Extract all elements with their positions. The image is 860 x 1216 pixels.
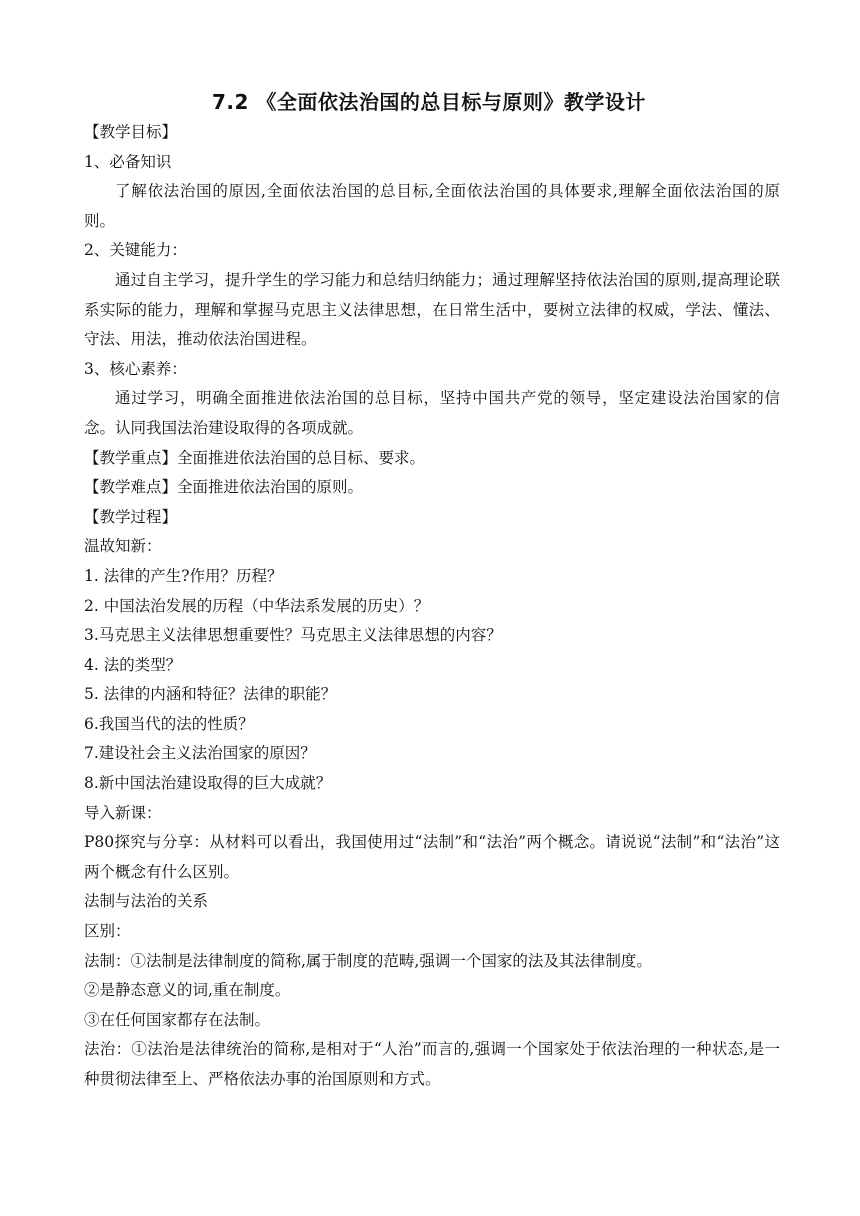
review-question: 1. 法律的产生?作用？历程？ <box>84 566 283 585</box>
document-title: 7.2 《全面依法治国的总目标与原则》教学设计 <box>212 90 646 114</box>
relation-heading: 法制与法治的关系 <box>84 892 209 911</box>
teaching-key-point: 【教学重点】全面推进依法治国的总目标、要求。 <box>84 448 426 467</box>
intro-heading: 导入新课： <box>84 803 162 822</box>
difference-heading: 区别： <box>84 922 131 941</box>
section-heading-process: 【教学过程】 <box>84 507 178 526</box>
review-heading: 温故知新： <box>84 537 162 556</box>
review-question: 5. 法律的内涵和特征？法律的职能？ <box>84 685 337 704</box>
document-body <box>84 118 780 1095</box>
paragraph-knowledge: 了解依法治国的原因,全面依法治国的总目标,全面依法治国的具体要求,理解全面依法治国的原则。 <box>84 182 780 230</box>
paragraph-literacy: 通过学习，明确全面推进依法治国的总目标，坚持中国共产党的领导，坚定建设法治国家的信念。认同我国法治建设取得的各项成就。 <box>84 389 780 437</box>
subheading-knowledge: 1、必备知识 <box>84 152 172 171</box>
paragraph-explore-share: P80探究与分享：从材料可以看出，我国使用过“法制”和“法治”两个概念。请说说“法制”和“法治”这两个概念有什么区别。 <box>84 833 780 881</box>
section-heading-objectives: 【教学目标】 <box>84 123 178 141</box>
fazhi-rule-point: 法治：①法治是法律统治的简称,是相对于“人治”而言的,强调一个国家处于依法治理的一种状态,是一种贯彻法律至上、严格依法办事的治国原则和方式。 <box>84 1040 780 1088</box>
paragraph-abilities: 通过自主学习，提升学生的学习能力和总结归纳能力；通过理解坚持依法治国的原则,提高理论联系实际的能力，理解和掌握马克思主义法律思想，在日常生活中，要树立法律的权威，学法、懂法、守法、用法，推动依法治国进程。 <box>84 270 780 349</box>
subheading-literacy: 3、核心素养： <box>84 359 187 378</box>
review-question: 6.我国当代的法的性质？ <box>84 714 254 733</box>
review-question: 8.新中国法治建设取得的巨大成就？ <box>84 774 332 793</box>
review-question: 7.建设社会主义法治国家的原因？ <box>84 744 316 763</box>
fazhi-system-point: 法制：①法制是法律制度的简称,属于制度的范畴,强调一个国家的法及其法律制度。 <box>84 951 652 970</box>
subheading-abilities: 2、关键能力： <box>84 241 187 260</box>
review-question: 2. 中国法治发展的历程（中华法系发展的历史）？ <box>84 596 430 615</box>
teaching-difficulty: 【教学难点】全面推进依法治国的原则。 <box>84 478 364 497</box>
review-question: 3.马克思主义法律思想重要性？马克思主义法律思想的内容？ <box>84 626 502 645</box>
fazhi-system-point: ③在任何国家都存在法制。 <box>84 1010 271 1029</box>
fazhi-system-point: ②是静态意义的词,重在制度。 <box>84 981 291 1000</box>
review-question: 4. 法的类型？ <box>84 655 182 674</box>
